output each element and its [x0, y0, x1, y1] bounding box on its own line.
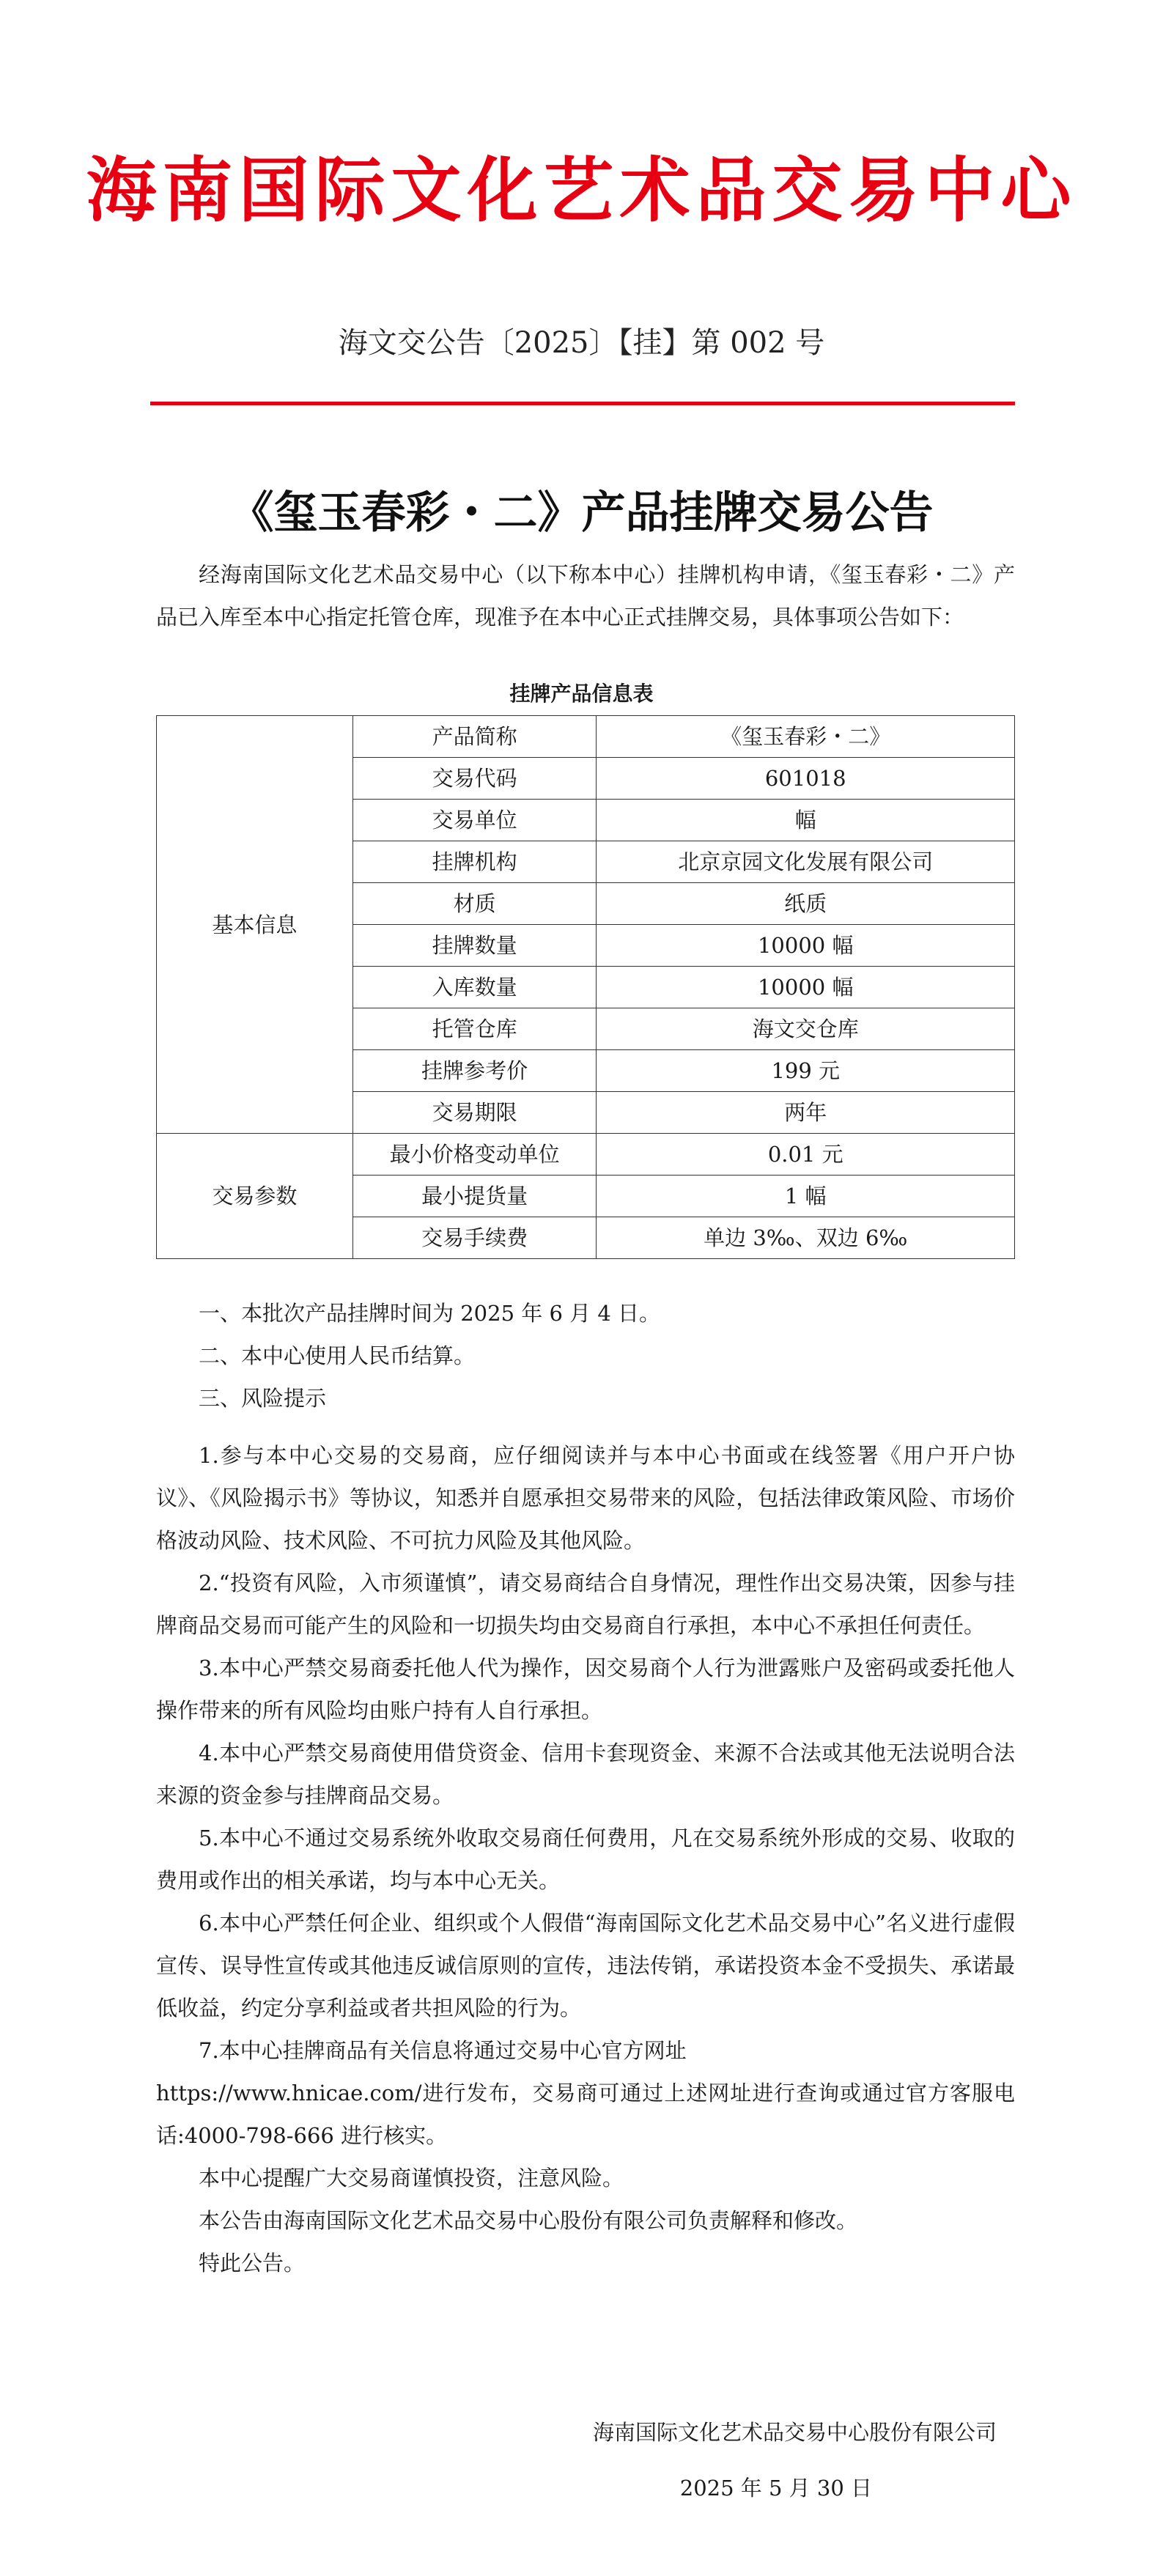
product-info-table — [156, 715, 1015, 1259]
risk-item-2: 2.“投资有风险，入市须谨慎”，请交易商结合自身情况，理性作出交易决策，因参与挂牌商品交易而可能产生的风险和一切损失均由交易商自行承担，本中心不承担任何责任。 — [156, 1571, 1015, 1638]
field-value: 北京京园文化发展有限公司 — [597, 841, 1015, 883]
group-label-trading: 交易参数 — [157, 1134, 353, 1259]
risk-item-6: 6.本中心严禁任何企业、组织或个人假借“海南国际文化艺术品交易中心”名义进行虚假宣传、误导性宣传或其他违反诚信原则的宣传，违法传销，承诺投资本金不受损失、承诺最低收益，约定分享利益或者共担风险的行为。 — [156, 1911, 1015, 2020]
field-value: 199 元 — [597, 1050, 1015, 1092]
field-value: 单边 3‰、双边 6‰ — [597, 1217, 1015, 1259]
signature-date: 2025 年 5 月 30 日 — [679, 2476, 872, 2501]
remind-text: 本中心提醒广大交易商谨慎投资，注意风险。 — [199, 2166, 624, 2191]
org-title: 海南国际文化艺术品交易中心 — [86, 149, 1077, 232]
field-label: 交易手续费 — [352, 1217, 597, 1259]
field-label: 入库数量 — [352, 967, 597, 1008]
field-value: 1 幅 — [597, 1176, 1015, 1217]
field-label: 交易代码 — [352, 758, 597, 800]
risk-item-7: 7.本中心挂牌商品有关信息将通过交易中心官方网址 — [199, 2038, 687, 2063]
table-row — [157, 1134, 1015, 1176]
field-value: 幅 — [597, 800, 1015, 841]
field-label: 最小提货量 — [352, 1176, 597, 1217]
risk-item-5: 5.本中心不通过交易系统外收取交易商任何费用，凡在交易系统外形成的交易、收取的费用或作出的相关承诺，均与本中心无关。 — [156, 1826, 1015, 1893]
table-row — [157, 716, 1015, 758]
field-label: 挂牌机构 — [352, 841, 597, 883]
risk-item-3: 3.本中心严禁交易商委托他人代为操作，因交易商个人行为泄露账户及密码或委托他人操作带来的所有风险均由账户持有人自行承担。 — [156, 1656, 1015, 1723]
risk-item-4: 4.本中心严禁交易商使用借贷资金、信用卡套现资金、来源不合法或其他无法说明合法来源的资金参与挂牌商品交易。 — [156, 1741, 1015, 1808]
field-label: 挂牌参考价 — [352, 1050, 597, 1092]
field-label: 产品简称 — [352, 716, 597, 758]
notice-title: 《玺玉春彩・二》产品挂牌交易公告 — [229, 487, 934, 539]
field-label: 挂牌数量 — [352, 925, 597, 967]
intro-paragraph: 经海南国际文化艺术品交易中心（以下称本中心）挂牌机构申请，《玺玉春彩・二》产品已入库至本中心指定托管仓库，现准予在本中心正式挂牌交易，具体事项公告如下： — [156, 562, 1015, 630]
field-label: 交易期限 — [352, 1092, 597, 1134]
field-label: 最小价格变动单位 — [352, 1134, 597, 1176]
interpret-text: 本公告由海南国际文化艺术品交易中心股份有限公司负责解释和修改。 — [199, 2208, 858, 2233]
table-caption: 挂牌产品信息表 — [509, 682, 654, 706]
field-label: 交易单位 — [352, 800, 597, 841]
item-risk-heading: 三、风险提示 — [199, 1386, 327, 1411]
field-label: 托管仓库 — [352, 1008, 597, 1050]
field-value: 纸质 — [597, 883, 1015, 925]
field-value: 10000 幅 — [597, 967, 1015, 1008]
signature-block — [0, 2411, 997, 2523]
field-value: 《玺玉春彩・二》 — [597, 716, 1015, 758]
field-value: 0.01 元 — [597, 1134, 1015, 1176]
item-listing-date: 一、本批次产品挂牌时间为 2025 年 6 月 4 日。 — [199, 1301, 661, 1326]
red-divider — [150, 402, 1015, 405]
field-value: 两年 — [597, 1092, 1015, 1134]
field-value: 10000 幅 — [597, 925, 1015, 967]
risk-item-1: 1.参与本中心交易的交易商，应仔细阅读并与本中心书面或在线签署《用户开户协议》、《风险揭示书》等协议，知悉并自愿承担交易带来的风险，包括法律政策风险、市场价格波动风险、技术风险、不可抗力风险及其他风险。 — [156, 1443, 1015, 1553]
closing-text: 特此公告。 — [199, 2251, 306, 2276]
item-settlement: 二、本中心使用人民币结算。 — [199, 1343, 476, 1368]
field-value: 海文交仓库 — [597, 1008, 1015, 1050]
field-label: 材质 — [352, 883, 597, 925]
field-value: 601018 — [597, 758, 1015, 800]
risk-item-7-url: https://www.hnicae.com/进行发布，交易商可通过上述网址进行查询或通过官方客服电话:4000-798-666 进行核实。 — [156, 2081, 1015, 2148]
group-label-basic: 基本信息 — [157, 716, 353, 1134]
doc-number: 海文交公告〔2025〕【挂】第 002 号 — [338, 326, 825, 360]
signature-company: 海南国际文化艺术品交易中心股份有限公司 — [592, 2420, 997, 2445]
notice-body — [156, 1292, 1015, 2284]
